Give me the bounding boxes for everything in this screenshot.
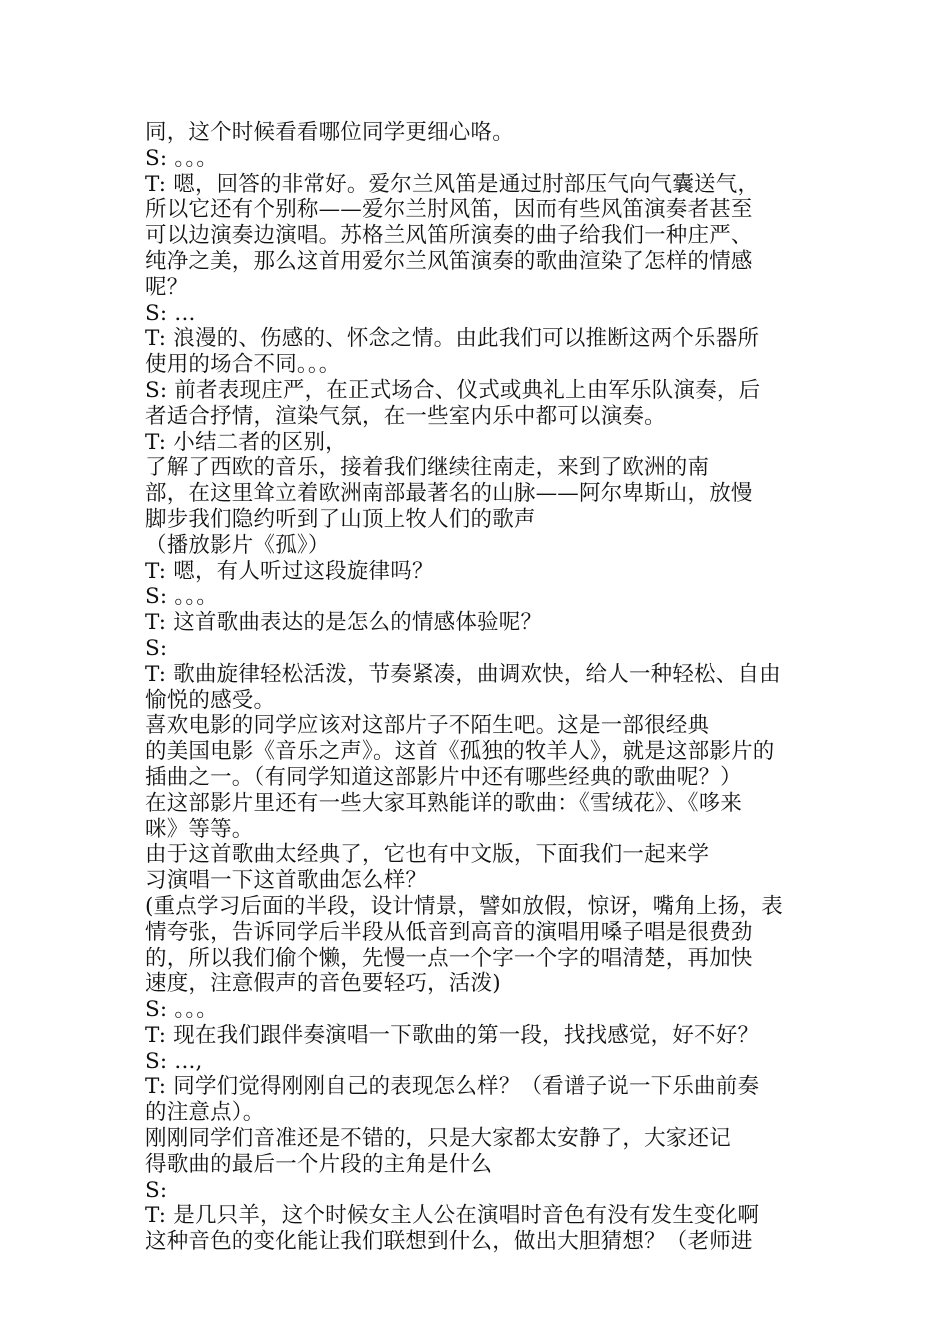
text-line: T: 歌曲旋律轻松活泼，节奏紧凑，曲调欢快，给人一种轻松、自由 [145, 661, 781, 687]
text-line: T: 嗯，回答的非常好。爱尔兰风笛是通过肘部压气向气囊送气， [145, 171, 760, 197]
text-line: T: 浪漫的、伤感的、怀念之情。由此我们可以推断这两个乐器所 [145, 326, 760, 352]
text-line: 在这部影片里还有一些大家耳熟能详的歌曲：《雪绒花》、《哆来 [145, 790, 743, 816]
text-line: 纯净之美，那么这首用爱尔兰风笛演奏的歌曲渲染了怎样的情感 [145, 248, 753, 274]
text-line: 习演唱一下这首歌曲怎么样？ [145, 868, 428, 894]
text-line: S: ... [145, 300, 196, 326]
text-line: 喜欢电影的同学应该对这部片子不陌生吧。这是一部很经典 [145, 713, 710, 739]
text-line: 的美国电影《音乐之声》。这首《孤独的牧羊人》，就是这部影片的 [145, 739, 775, 765]
text-line: 部，在这里耸立着欧洲南部最著名的山脉——阿尔卑斯山，放慢 [145, 481, 753, 507]
text-line: 使用的场合不同。。。 [145, 352, 341, 378]
text-line: S: [145, 635, 168, 661]
text-line: 刚刚同学们音准还是不错的，只是大家都太安静了，大家还记 [145, 1126, 731, 1152]
text-line: T: 现在我们跟伴奏演唱一下歌曲的第一段，找找感觉，好不好？ [145, 1022, 760, 1048]
text-line: T: 是几只羊，这个时候女主人公在演唱时音色有没有发生变化啊 [145, 1203, 760, 1229]
document-body [145, 120, 810, 1255]
text-line: T: 小结二者的区别， [145, 429, 347, 455]
text-line: 呢？ [145, 274, 189, 300]
text-line: 同，这个时候看看哪位同学更细心咯。 [145, 120, 514, 145]
text-line: 插曲之一。（有同学知道这部影片中还有哪些经典的歌曲呢？） [145, 764, 742, 790]
text-line: 可以边演奏边演唱。苏格兰风笛所演奏的曲子给我们一种庄严、 [145, 223, 753, 249]
text-line: 的，所以我们偷个懒，先慢一点一个字一个字的唱清楚，再加快 [145, 945, 753, 971]
text-line: 咪》等等。 [145, 816, 254, 842]
text-line: 脚步我们隐约听到了山顶上牧人们的歌声 [145, 506, 536, 532]
text-line: 的注意点）。 [145, 1100, 265, 1126]
text-line: 愉悦的感受。 [145, 687, 276, 713]
text-line: 这种音色的变化能让我们联想到什么，做出大胆猜想？（老师进 [145, 1229, 753, 1255]
text-line: 得歌曲的最后一个片段的主角是什么 [145, 1151, 493, 1177]
text-line: S: 前者表现庄严，在正式场合、仪式或典礼上由军乐队演奏，后 [145, 377, 761, 403]
text-line: （播放影片《孤》） [145, 532, 330, 558]
text-line: 了解了西欧的音乐，接着我们继续往南走，来到了欧洲的南 [145, 455, 710, 481]
text-line: S: [145, 1177, 168, 1203]
text-line: (重点学习后面的半段，设计情景，譬如放假，惊讶，嘴角上扬，表 [145, 893, 783, 919]
text-line: T: 同学们觉得刚刚自己的表现怎么样？（看谱子说一下乐曲前奏 [145, 1074, 760, 1100]
text-line: S: 。。。 [145, 584, 219, 610]
text-line: 者适合抒情，渲染气氛，在一些室内乐中都可以演奏。 [145, 403, 666, 429]
text-line: S: ..., [145, 1048, 203, 1074]
text-line: S: 。。。 [145, 145, 219, 171]
text-line: T: 嗯，有人听过这段旋律吗？ [145, 558, 434, 584]
text-line: 速度，注意假声的音色要轻巧，活泼) [145, 971, 501, 997]
text-line: T: 这首歌曲表达的是怎么的情感体验呢？ [145, 610, 543, 636]
text-line: 由于这首歌曲太经典了，它也有中文版，下面我们一起来学 [145, 842, 710, 868]
text-line: 所以它还有个别称——爱尔兰肘风笛，因而有些风笛演奏者甚至 [145, 197, 753, 223]
text-line: S: 。。。 [145, 997, 219, 1023]
text-line: 情夸张，告诉同学后半段从低音到高音的演唱用嗓子唱是很费劲 [145, 919, 753, 945]
